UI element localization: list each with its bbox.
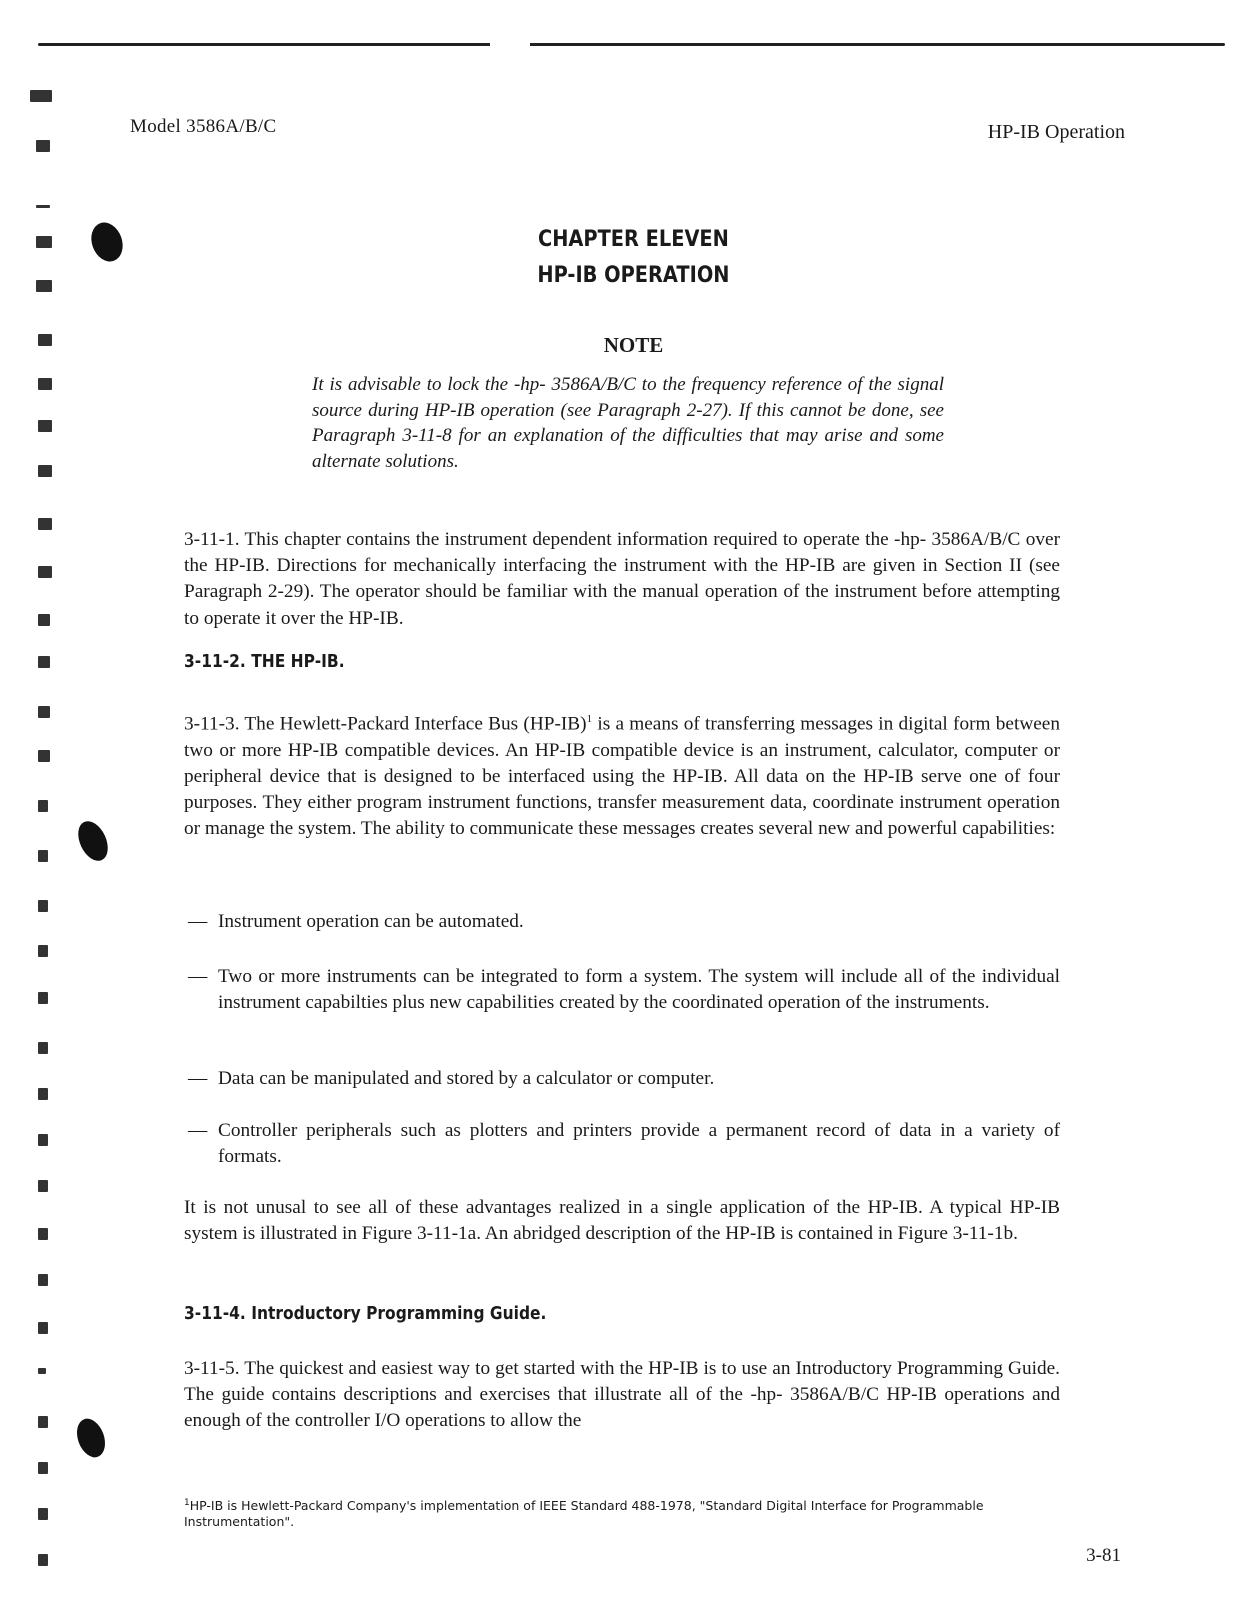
header-section: HP-IB Operation: [987, 121, 1125, 143]
paragraph-3-11-3: 3-11-3. The Hewlett-Packard Interface Bus $(HP-IB)^1$ is a means of transferring messages in digital form between two or more HP-IB compatible devices. An HP-IB compatible device is an instrument, calculator, computer or peripheral device that is designed to be interfaced using the HP-IB. All data on the HP-IB serve one of four purposes. They either program instrument functions, transfer measurement data, coordinate instrument operation or manage the system. The ability to communicate these messages creates several new and powerful capabilities:: [184, 713, 1060, 840]
chapter-number: CHAPTER ELEVEN: [538, 227, 729, 252]
paragraph-3-11-1: 3-11-1. This chapter contains the instrument dependent information required to operate the -hp- 3586A/B/C over the HP-IB. Directions for mechanically interfacing the instrument with the HP-IB are given in Section II (see Paragraph 2-29). The operator should be familiar with the manual operation of the instrument before attempting to operate it over the HP-IB.: [184, 529, 1060, 629]
header-model: Model 3586A/B/C: [130, 116, 277, 137]
paragraph-3-11-5: 3-11-5. The quickest and easiest way to get started with the HP-IB is to use an Introductory Programming Guide. The guide contains descriptions and exercises that illustrate all of the -hp- 3586A/B/C HP-IB operations and enough of the controller I/O operations to allow the: [184, 1358, 1060, 1432]
list-item: — Instrument operation can be automated.: [188, 911, 524, 932]
section-heading-hpib: 3-11-2. THE HP-IB.: [184, 651, 345, 672]
punch-hole-bottom: [72, 1415, 110, 1461]
footnote: $^1$HP-IB is Hewlett-Packard Company's implementation of IEEE Standard 488-1978, "Standard Digital Interface for Programmable Instrumentation".: [184, 1498, 984, 1530]
note-heading: NOTE: [603, 333, 664, 357]
paragraph-advantages: It is not unusal to see all of these advantages realized in a single application of the HP-IB. A typical HP-IB system is illustrated in Figure 3-11-1a. An abridged description of the HP-IB is contained in Figure 3-11-1b.: [184, 1197, 1060, 1245]
list-item: — Data can be manipulated and stored by a calculator or computer.: [188, 1068, 715, 1089]
chapter-subject: HP-IB OPERATION: [537, 263, 730, 288]
top-rule: [38, 43, 1225, 46]
footnote-ref: 1: [586, 713, 593, 725]
list-item: — Two or more instruments can be integrated to form a system. The system will include all of the individual instrument capabilties plus new capabilities created by the coordinated operation of the instruments.: [188, 966, 1060, 1014]
punch-hole-middle: [72, 816, 113, 865]
page-number: 3-81: [1086, 1545, 1121, 1566]
list-item: — Controller peripherals such as plotters and printers provide a permanent record of data in a variety of formats.: [188, 1120, 1060, 1168]
note-body: It is advisable to lock the -hp- 3586A/B/C to the frequency reference of the signal source during HP-IB operation (see Paragraph 2-27). If this cannot be done, see Paragraph 3-11-8 for an explanation of the difficulties that may arise and some alternate solutions.: [312, 374, 944, 472]
chapter-title: [76, 222, 1179, 294]
section-heading-programming-guide: 3-11-4. Introductory Programming Guide.: [184, 1303, 547, 1324]
